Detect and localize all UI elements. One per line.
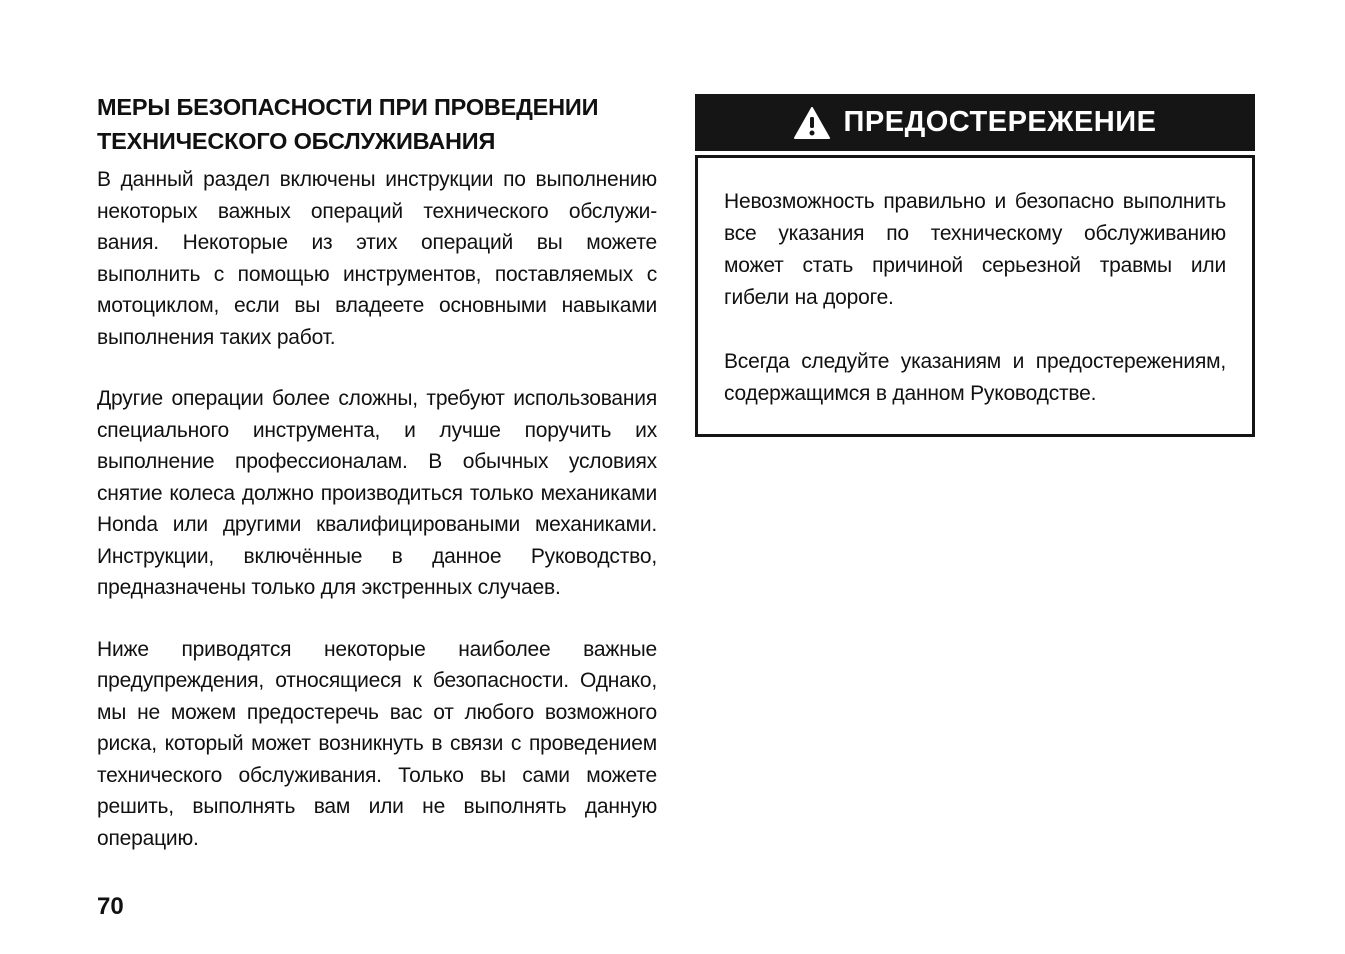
warning-title: ПРЕДОСТЕРЕЖЕНИЕ [843, 106, 1157, 138]
body-paragraph-2: Другие операции более сложны, требуют использования специального инструмента, и лучше поручить их выполнение профессионалам. В обычных условиях снятие колеса должно производиться только механиками Honda или другими квалифицироваными механиками. Инструкции, включённые в данное Руководство, предназначены только для экстренных случаев. [97, 387, 657, 599]
section-heading: МЕРЫ БЕЗОПАСНОСТИ ПРИ ПРОВЕДЕНИИ ТЕХНИЧЕСКОГО ОБСЛУЖИВАНИЯ [97, 94, 599, 154]
body-paragraph-1: В данный раздел включены инструкции по выполнению некоторых важных операций технического обслужи-вания. Некоторые из этих операций вы можете выполнить с помощью инструментов, поставляемых с мотоциклом, если вы владеете основными навыками выполнения таких работ. [97, 168, 657, 349]
warning-header [695, 94, 1255, 151]
body-paragraph-3: Ниже приводятся некоторые наиболее важные предупреждения, относящиеся к безопасности. Однако, мы не можем предостеречь вас от любого возможного риска, который может возникнуть в связи с проведением технического обслуживания. Только вы сами можете решить, выполнять вам или не выполнять данную операцию. [97, 637, 657, 850]
main-text-column [97, 90, 657, 884]
warning-body [695, 155, 1255, 437]
warning-box [695, 94, 1255, 437]
warning-paragraph-1: Невозможность правильно и безопасно выполнить все указания по техническому обслуживанию может стать причиной серьезной травмы или гибели на дороге. [724, 190, 1226, 309]
page-number: 70 [97, 893, 124, 920]
warning-paragraph-2: Всегда следуйте указаниям и предостережениям, содержащимся в данном Руководстве. [724, 350, 1226, 405]
warning-triangle-icon [794, 107, 830, 139]
